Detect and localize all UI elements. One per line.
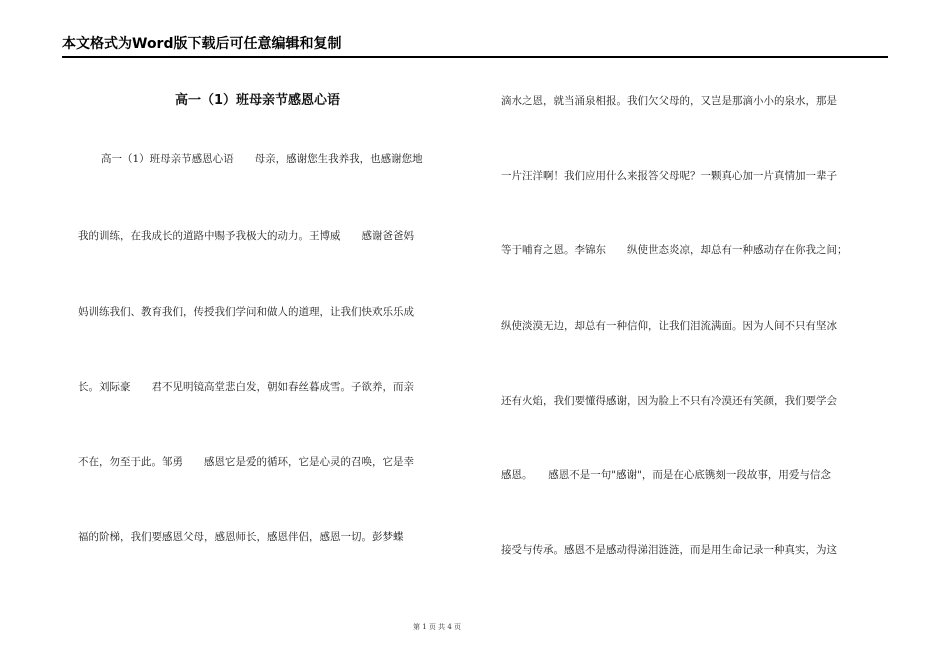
left-column-line: 我的训练，在我成长的道路中赐予我极大的动力。王博威 感谢爸爸妈 — [78, 230, 414, 242]
left-column-line: 福的阶梯，我们要感恩父母，感恩师长，感恩伴侣，感恩一切。彭梦蝶 — [78, 531, 404, 543]
header-text: 本文格式为Word版下载后可任意编辑和复制 — [62, 36, 342, 52]
right-column-line: 滴水之恩，就当涌泉相报。我们欠父母的，又岂是那滴小小的泉水，那是 — [501, 95, 837, 107]
right-column-line: 接受与传承。感恩不是感动得涕泪涟涟，而是用生命记录一种真实，为这 — [501, 544, 837, 556]
document-title: 高一（1）班母亲节感恩心语 — [175, 93, 341, 108]
right-column-line: 还有火焰，我们要懂得感谢，因为脸上不只有冷漠还有笑颜，我们要学会 — [501, 395, 837, 407]
page-number-footer: 第 1 页 共 4 页 — [413, 623, 462, 631]
right-column-line: 感恩。 感恩不是一句"感谢"，而是在心底镌刻一段故事，用爱与信念 — [501, 469, 831, 481]
left-column-line: 高一（1）班母亲节感恩心语 母亲，感谢您生我养我，也感谢您地 — [101, 153, 423, 165]
page-header — [62, 34, 888, 58]
right-column-line: 一片汪洋啊！我们应用什么来报答父母呢？一颗真心加一片真情加一辈子 — [501, 170, 837, 182]
right-column-line: 等于哺育之恩。李锦东 纵使世态炎凉，却总有一种感动存在你我之间； — [501, 244, 848, 256]
right-column-line: 纵使淡漠无边，却总有一种信仰，让我们泪流满面。因为人间不只有坚冰 — [501, 320, 837, 332]
left-column-line: 长。刘际豪 君不见明镜高堂悲白发，朝如春丝暮成雪。子欲养，而亲 — [78, 381, 414, 393]
left-column-line: 妈训练我们、教育我们，传授我们学问和做人的道理，让我们快欢乐乐成 — [78, 306, 414, 318]
left-column-line: 不在，勿至于此。邹勇 感恩它是爱的循环，它是心灵的召唤，它是幸 — [78, 456, 414, 468]
